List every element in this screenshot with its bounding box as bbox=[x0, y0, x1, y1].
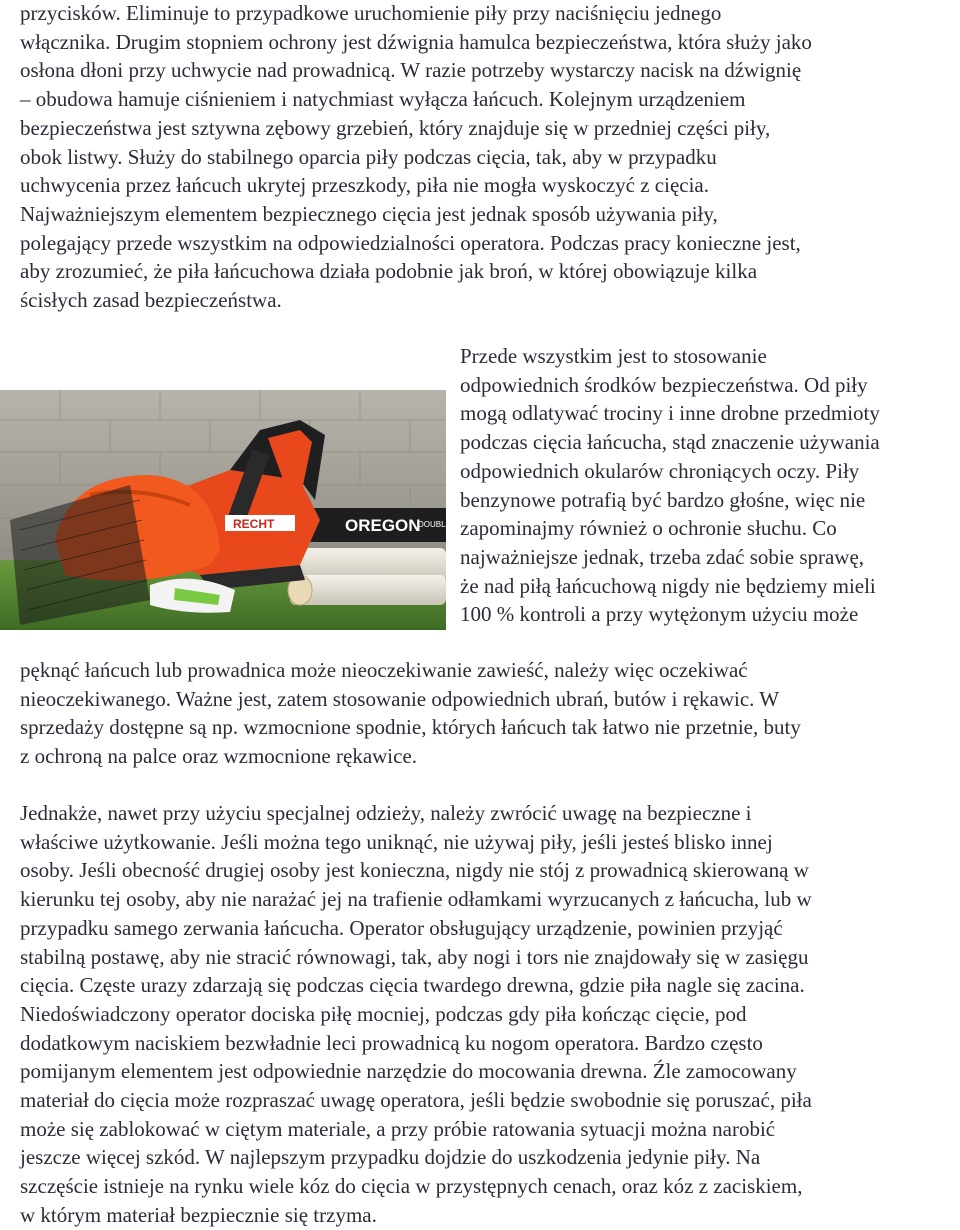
text-line: dodatkowym naciskiem bezwładnie leci prowadnicą ku nogom operatora. Bardzo często bbox=[20, 1030, 763, 1055]
text-line: pęknąć łańcuch lub prowadnica może nieoczekiwanie zawieść, należy więc oczekiwać bbox=[20, 658, 748, 682]
text-line: sprzedaży dostępne są np. wzmocnione spodnie, których łańcuch tak łatwo nie przetnie, buty bbox=[20, 715, 801, 740]
text-line: Jednakże, nawet przy użyciu specjalnej odzieży, należy zwrócić uwagę na bezpieczne i bbox=[20, 801, 752, 825]
text-line: ścisłych zasad bezpieczeństwa. bbox=[20, 288, 282, 313]
text-line: szczęście istnieje na rynku wiele kóz do cięcia w przystępnych cenach, oraz kóz z zaciskiem, bbox=[20, 1174, 803, 1199]
text-line: osłona dłoni przy uchwycie nad prowadnicą. W razie potrzeby wystarczy nacisk na dźwignię bbox=[20, 58, 802, 83]
bar-brand: OREGON bbox=[345, 516, 421, 535]
text-line: odpowiednich okularów chroniących oczy. Piły bbox=[460, 458, 860, 483]
text-line: uchwycenia przez łańcuch ukrytej przeszkody, piła nie mogła wyskoczyć z cięcia. bbox=[20, 173, 709, 198]
text-line: Najważniejszym elementem bezpiecznego cięcia jest jednak sposób używania piły, bbox=[20, 201, 718, 226]
text-line: bezpieczeństwa jest sztywna zębowy grzebień, który znajduje się w przedniej części piły, bbox=[20, 115, 771, 140]
text-line: 100 % kontroli a przy wytężonym użyciu może bbox=[460, 602, 859, 627]
text-line: odpowiednich środków bezpieczeństwa. Od piły bbox=[460, 372, 868, 397]
chainsaw-photo bbox=[0, 390, 466, 630]
text-line: materiał do cięcia może rozpraszać uwagę operatora, jeśli będzie swobodnie się poruszać, piła bbox=[20, 1088, 812, 1113]
text-line: podczas cięcia łańcucha, stąd znaczenie używania bbox=[460, 430, 880, 455]
text-line: z ochroną na palce oraz wzmocnione rękawice. bbox=[20, 744, 418, 769]
bar-subtext: DOUBLE GU bbox=[418, 520, 466, 529]
text-line: stabilną postawę, aby nie stracić równowagi, tak, aby nogi i tors nie znajdowały się w zasięgu bbox=[20, 944, 809, 969]
text-line: nieoczekiwanego. Ważne jest, zatem stosowanie odpowiednich ubrań, butów i rękawic. W bbox=[20, 686, 780, 711]
text-line: aby zrozumieć, że piła łańcuchowa działa podobnie jak broń, w której obowiązuje kilka bbox=[20, 259, 758, 284]
paragraph-2 bbox=[460, 342, 960, 629]
text-line: w którym materiał bezpiecznie się trzyma. bbox=[20, 1202, 377, 1227]
paragraph-4 bbox=[20, 799, 960, 1230]
text-line: osoby. Jeśli obecność drugiej osoby jest konieczna, nigdy nie stój z prowadnicą skierowaną w bbox=[20, 858, 809, 883]
text-line: przycisków. Eliminuje to przypadkowe uruchomienie piły przy naciśnięciu jednego bbox=[20, 1, 722, 25]
text-line: jeszcze więcej szkód. W najlepszym przypadku dojdzie do uszkodzenia jedynie piły. Na bbox=[20, 1145, 761, 1170]
text-line: pomijanym elementem jest odpowiednie narzędzie do mocowania drewna. Źle zamocowany bbox=[20, 1059, 797, 1084]
text-line: benzynowe potrafią być bardzo głośne, więc nie bbox=[460, 487, 866, 512]
text-line: Przede wszystkim jest to stosowanie bbox=[460, 344, 767, 368]
text-line: Niedoświadczony operator dociska piłę mocniej, podczas gdy piła kończąc cięcie, pod bbox=[20, 1001, 747, 1026]
paragraph-1 bbox=[20, 0, 960, 315]
saw-brand: RECHT bbox=[233, 517, 275, 531]
text-line: cięcia. Częste urazy zdarzają się podczas cięcia twardego drewna, gdzie piła nagle się zacina. bbox=[20, 973, 805, 998]
text-line: że nad piłą łańcuchową nigdy nie będziemy mieli bbox=[460, 573, 876, 598]
text-line: przypadku samego zerwania łańcucha. Operator obsługujący urządzenie, powinien przyjąć bbox=[20, 915, 783, 940]
text-line: mogą odlatywać trociny i inne drobne przedmioty bbox=[460, 401, 880, 426]
paragraph-3 bbox=[20, 656, 960, 771]
text-line: włącznika. Drugim stopniem ochrony jest dźwignia hamulca bezpieczeństwa, która służy jako bbox=[20, 29, 812, 54]
text-line: kierunku tej osoby, aby nie narażać jej na trafienie odłamkami wyrzucanych z łańcucha, lub w bbox=[20, 887, 812, 912]
text-line: – obudowa hamuje ciśnieniem i natychmiast wyłącza łańcuch. Kolejnym urządzeniem bbox=[20, 87, 746, 112]
text-line: polegający przede wszystkim na odpowiedzialności operatora. Podczas pracy konieczne jest, bbox=[20, 230, 801, 255]
text-line: zapominajmy również o ochronie słuchu. Co bbox=[460, 516, 837, 541]
text-line: obok listwy. Służy do stabilnego oparcia piły podczas cięcia, tak, aby w przypadku bbox=[20, 144, 717, 169]
text-line: może się zablokować w ciętym materiale, a przy próbie ratowania sytuacji można narobić bbox=[20, 1116, 776, 1141]
text-line: właściwe użytkowanie. Jeśli można tego uniknąć, nie używaj piły, jeśli jesteś blisko innej bbox=[20, 829, 773, 854]
text-line: najważniejsze jednak, trzeba zdać sobie sprawę, bbox=[460, 544, 865, 569]
